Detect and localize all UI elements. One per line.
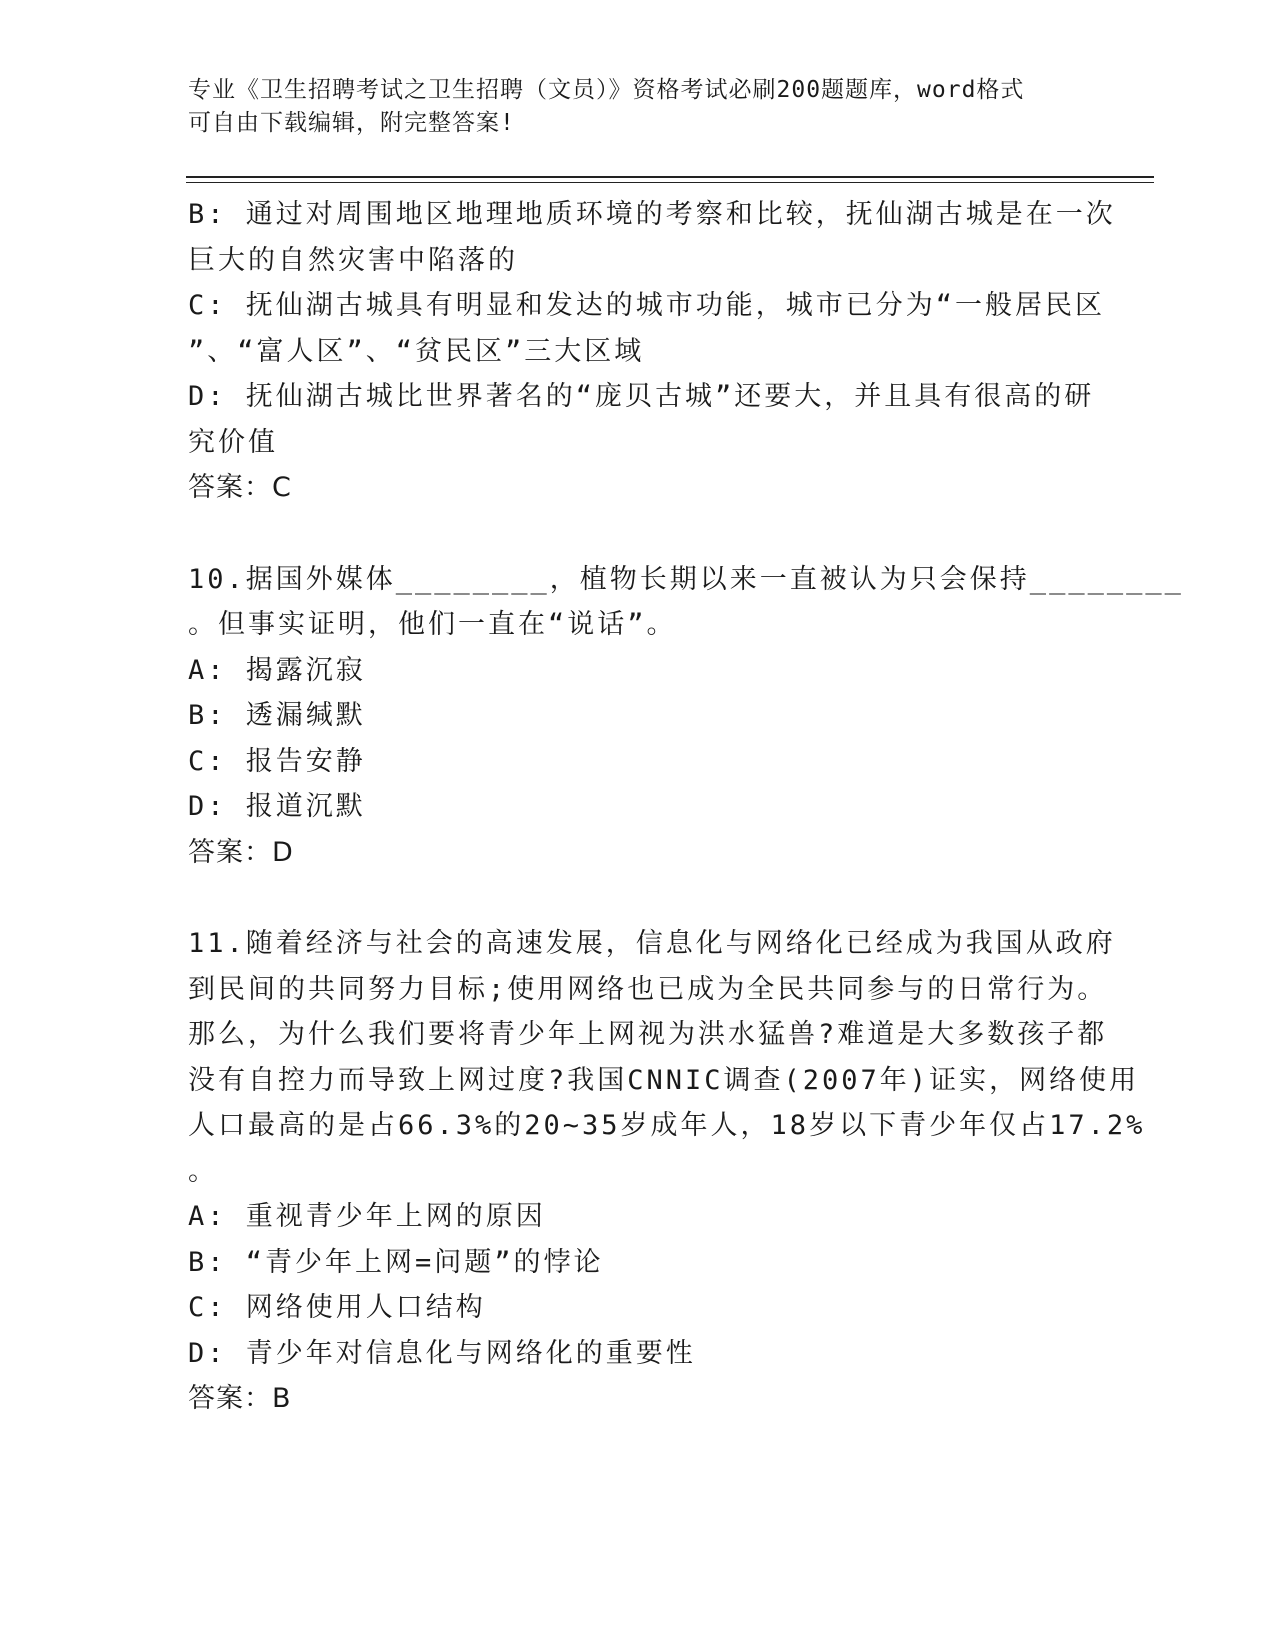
- q10-option-a: A: 揭露沉寂: [188, 654, 366, 686]
- q11-option-a: A: 重视青少年上网的原因: [188, 1201, 546, 1232]
- q9-answer: 答案：C: [188, 472, 292, 503]
- spacer: [188, 511, 1088, 557]
- q11-option-c: C: 网络使用人口结构: [188, 1292, 486, 1323]
- header-line-1: 专业《卫生招聘考试之卫生招聘（文员）》资格考试必刷200题题库，word格式: [188, 77, 1025, 103]
- q9-option-d-line-1: D: 抚仙湖古城比世界著名的“庞贝古城”还要大，并且具有很高的研: [188, 381, 1095, 412]
- page-header: [188, 74, 1088, 140]
- q11-stem-line-1: 11.随着经济与社会的高速发展，信息化与网络化已经成为我国从政府: [188, 928, 1116, 959]
- question-10: [188, 557, 1184, 876]
- q9-option-b-line-2: 巨大的自然灾害中陷落的: [188, 244, 518, 276]
- question-content: [188, 192, 1184, 1422]
- q11-stem-line-5: 人口最高的是占66.3%的20~35岁成年人，18岁以下青少年仅占17.2%: [188, 1110, 1146, 1141]
- q11-stem-line-6: 。: [188, 1155, 218, 1187]
- q10-stem-line-1: 10.据国外媒体________，植物长期以来一直被认为只会保持________: [188, 563, 1184, 595]
- q11-option-b: B: “青少年上网=问题”的悖论: [188, 1246, 604, 1278]
- q10-option-d: D: 报道沉默: [188, 791, 366, 822]
- q9-option-c-line-2: ”、“富人区”、“贫民区”三大区域: [188, 335, 645, 367]
- spacer: [188, 875, 1088, 921]
- question-9-tail: [188, 192, 1116, 511]
- q10-option-c: C: 报告安静: [188, 745, 366, 777]
- header-line-2: 可自由下载编辑，附完整答案!: [188, 110, 515, 136]
- header-divider-thin: [186, 182, 1154, 183]
- q11-stem-line-4: 没有自控力而导致上网过度?我国CNNIC调查(2007年)证实，网络使用: [188, 1064, 1140, 1096]
- q11-stem-line-3: 那么，为什么我们要将青少年上网视为洪水猛兽?难道是大多数孩子都: [188, 1019, 1108, 1050]
- q11-stem-line-2: 到民间的共同努力目标;使用网络也已成为全民共同参与的日常行为。: [188, 973, 1108, 1005]
- header-divider-thick: [186, 176, 1154, 178]
- question-11: [188, 921, 1146, 1422]
- q11-answer: 答案：B: [188, 1383, 292, 1414]
- q9-option-b-line-1: B: 通过对周围地区地理地质环境的考察和比较，抚仙湖古城是在一次: [188, 199, 1116, 230]
- q9-option-d-line-2: 究价值: [188, 426, 278, 458]
- q10-option-b: B: 透漏缄默: [188, 700, 366, 731]
- q10-stem-line-2: 。但事实证明，他们一直在“说话”。: [188, 609, 677, 640]
- q11-option-d: D: 青少年对信息化与网络化的重要性: [188, 1337, 696, 1369]
- q10-answer: 答案：D: [188, 836, 294, 868]
- q9-option-c-line-1: C: 抚仙湖古城具有明显和发达的城市功能，城市已分为“一般居民区: [188, 290, 1106, 321]
